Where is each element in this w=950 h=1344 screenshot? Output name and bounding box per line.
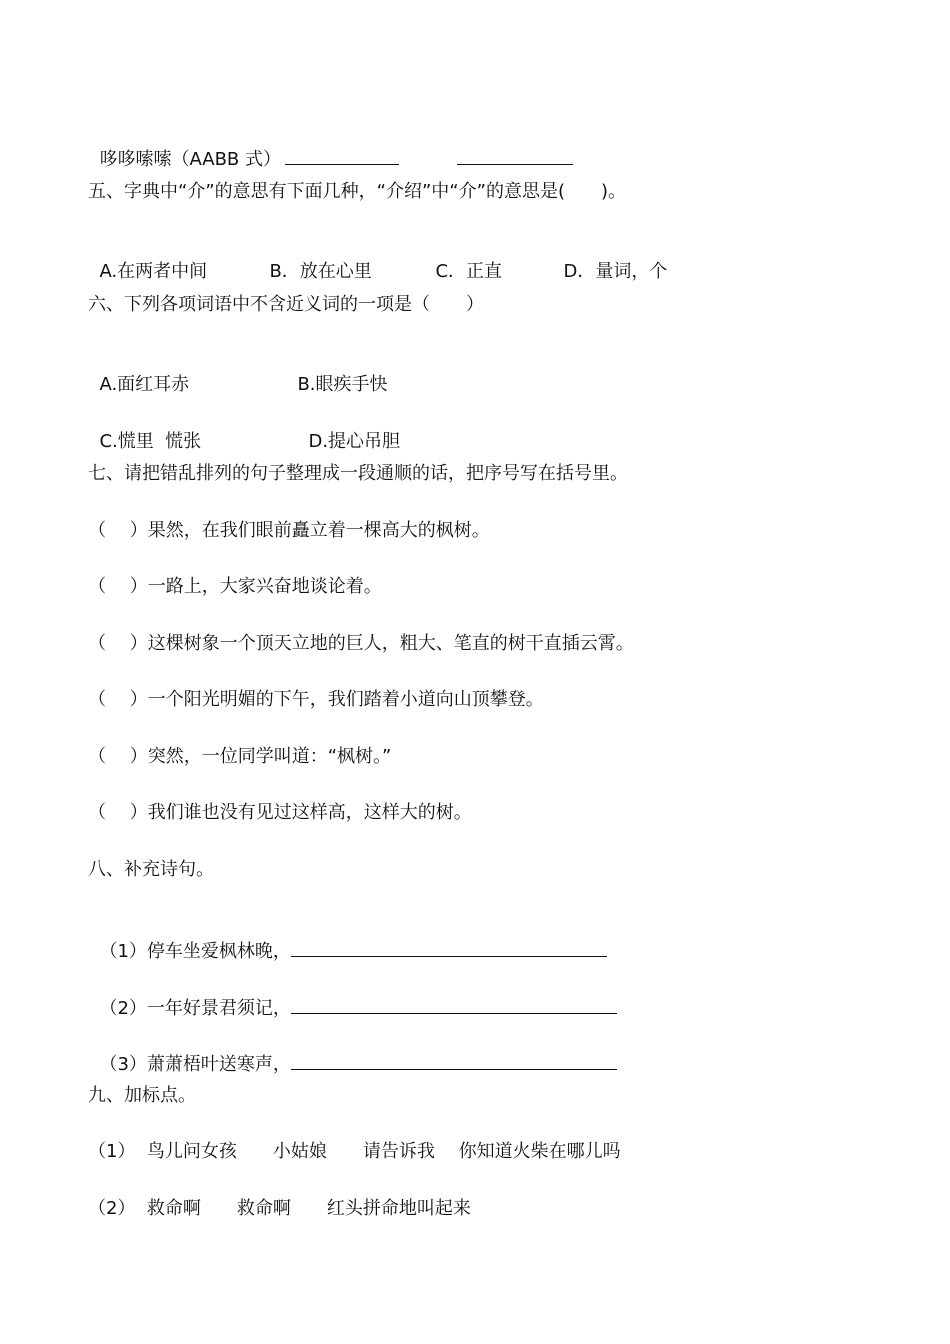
q7-item: （ ）我们谁也没有见过这样高，这样大的树。	[88, 802, 472, 823]
q6-stem: 六、下列各项词语中不含近义词的一项是（ ）	[88, 294, 484, 315]
poem-answer-blank[interactable]	[291, 938, 607, 957]
q7-item: （ ）一路上，大家兴奋地谈论着。	[88, 576, 382, 597]
poem-answer-blank[interactable]	[291, 1051, 617, 1070]
q9-item-1: （1） 鸟儿问女孩 小姑娘 请告诉我 你知道火柴在哪儿吗	[88, 1141, 621, 1162]
aabb-line	[88, 122, 573, 172]
q7-item: （ ）一个阳光明媚的下午，我们踏着小道向山顶攀登。	[88, 689, 544, 710]
q6-option-d: D.提心吊胆	[308, 431, 401, 452]
q5-option-c: C．正直	[435, 261, 503, 282]
q7-item: （ ）这棵树象一个顶天立地的巨人，粗大、笔直的树干直插云霄。	[88, 633, 634, 654]
aabb-label: 哆哆嗦嗦（AABB 式）	[99, 149, 281, 170]
q5-option-a: A.在两者中间	[99, 261, 208, 282]
q6-option-c: C.慌里 慌张	[99, 431, 202, 452]
answer-blank-2[interactable]	[457, 146, 573, 165]
q5-option-b: B．放在心里	[269, 261, 372, 282]
q7-item: （ ）突然，一位同学叫道：“枫树。”	[88, 746, 392, 767]
q7-item: （ ）果然，在我们眼前矗立着一棵高大的枫树。	[88, 520, 490, 541]
q8-stem: 八、补充诗句。	[88, 859, 214, 880]
q5-option-d: D．量词，个	[563, 261, 668, 282]
q8-item	[88, 1027, 617, 1077]
q6-option-a: A.面红耳赤	[99, 374, 190, 395]
q6-option-b: B.眼疾手快	[297, 374, 388, 395]
q9-item-2: （2） 救命啊 救命啊 红头拼命地叫起来	[88, 1198, 471, 1219]
q5-options	[88, 236, 667, 284]
q8-item	[88, 971, 617, 1021]
q7-stem: 七、请把错乱排列的句子整理成一段通顺的话，把序号写在括号里。	[88, 463, 628, 484]
answer-blank-1[interactable]	[285, 146, 399, 165]
q6-options-row1	[88, 349, 388, 397]
poem-answer-blank[interactable]	[291, 995, 617, 1014]
q6-options-row2	[88, 406, 400, 454]
q8-item-text: （3）萧萧梧叶送寒声，	[99, 1054, 291, 1075]
q8-item	[88, 914, 607, 964]
q8-item-text: （2）一年好景君须记，	[99, 998, 291, 1019]
q8-item-text: （1）停车坐爱枫林晚，	[99, 941, 291, 962]
q9-stem: 九、加标点。	[88, 1085, 196, 1106]
q5-stem: 五、字典中“介”的意思有下面几种，“介绍”中“介”的意思是( )。	[88, 181, 626, 202]
